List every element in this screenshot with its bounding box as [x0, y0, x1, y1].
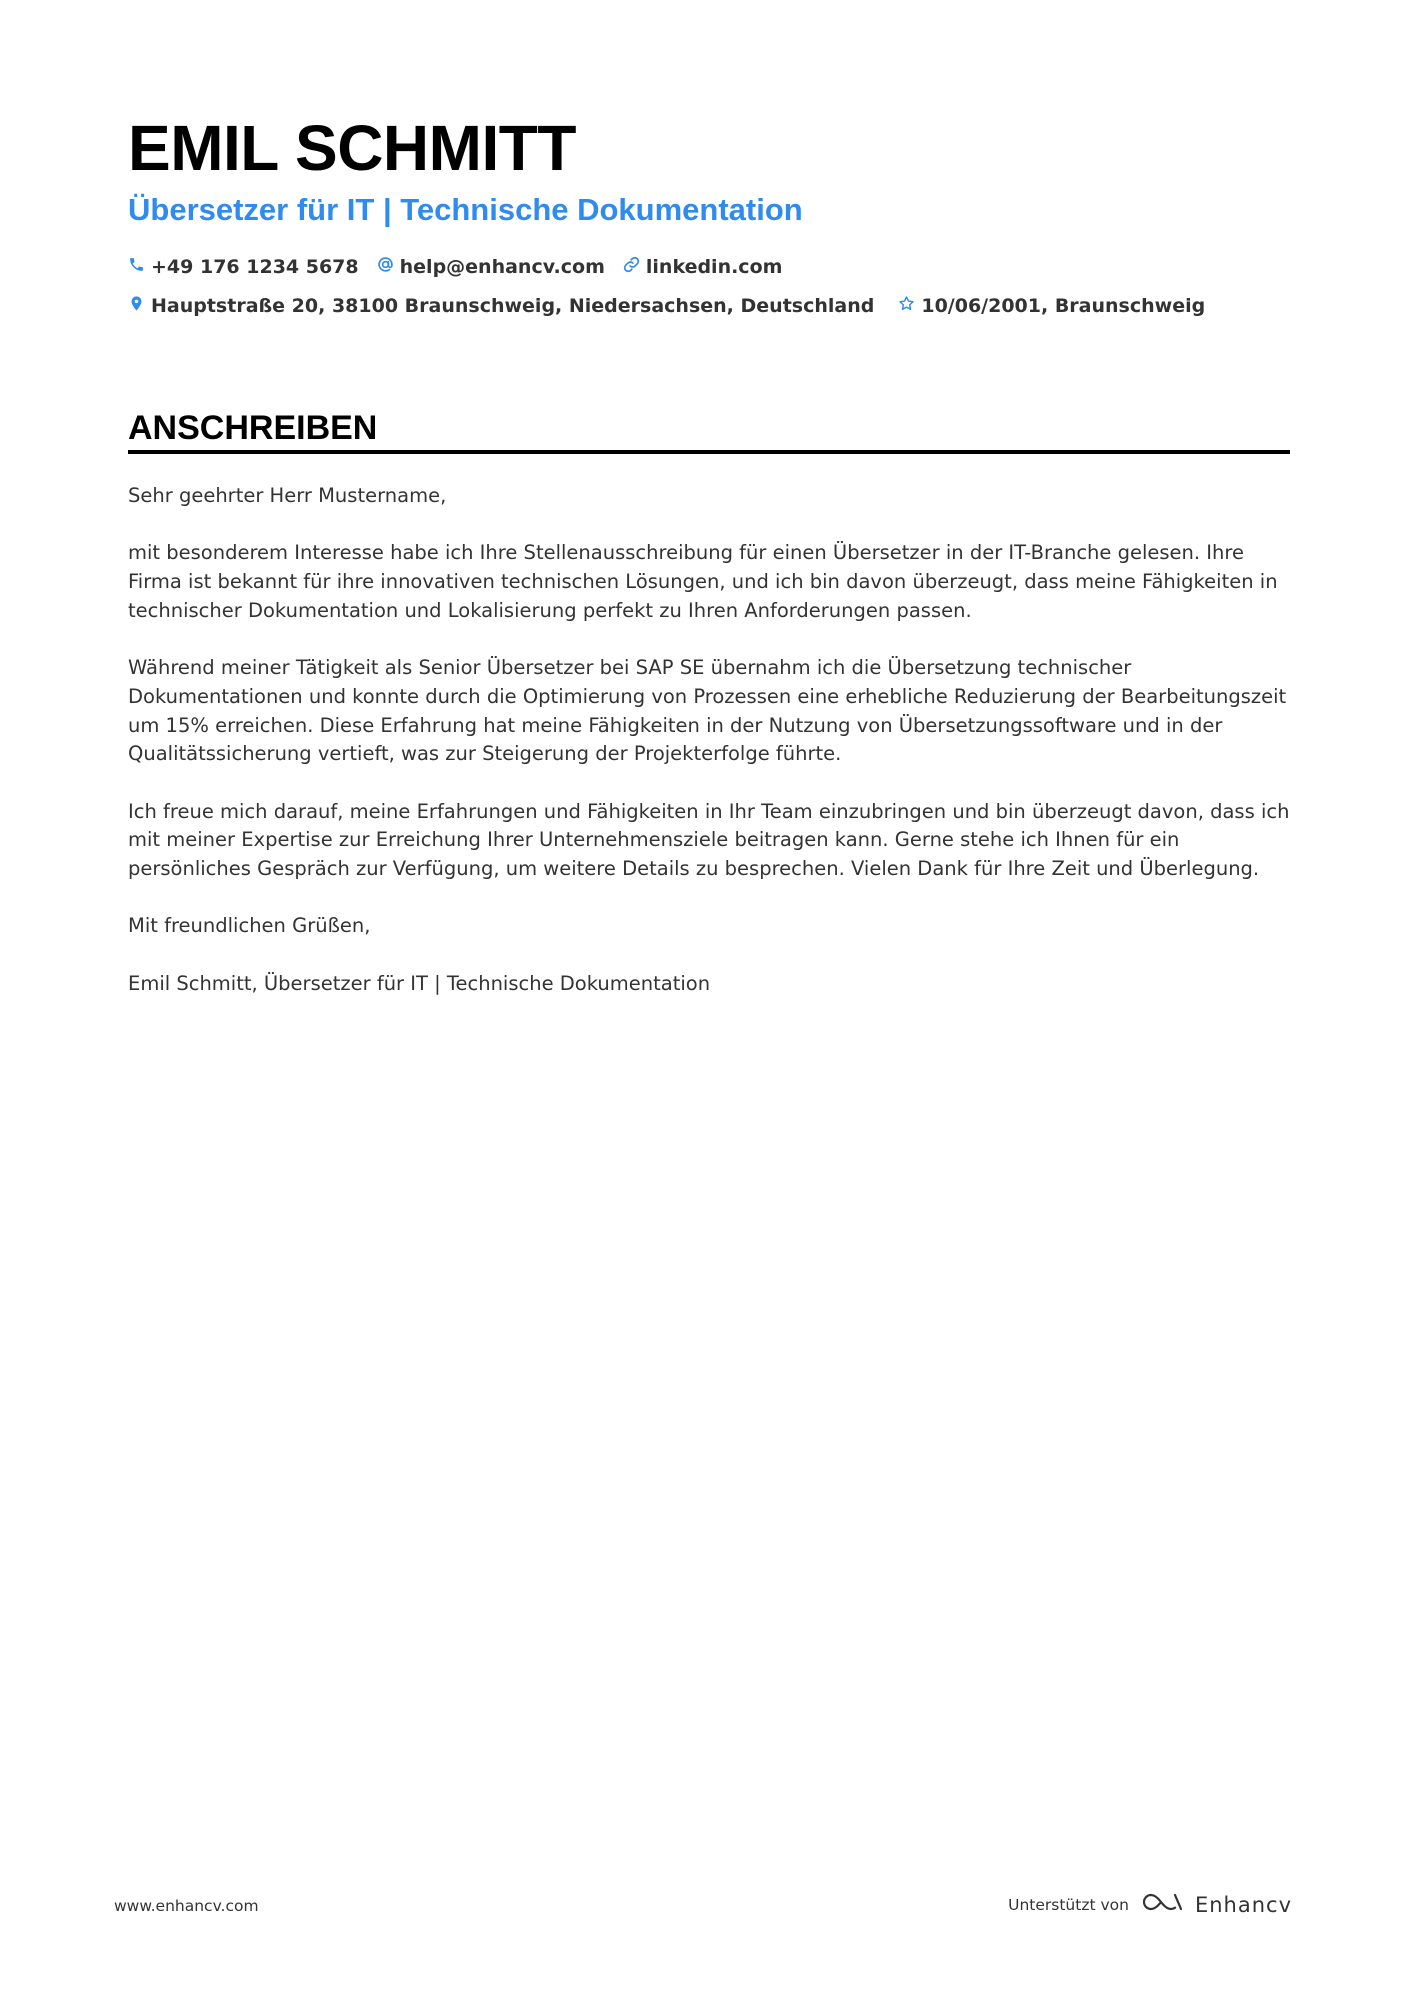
contact-row-primary	[128, 254, 782, 280]
candidate-name: EMIL SCHMITT	[128, 112, 576, 184]
section-title: ANSCHREIBEN	[128, 409, 378, 447]
contact-address	[128, 293, 874, 319]
phone-icon	[128, 254, 145, 280]
letter-paragraph: mit besonderem Interesse habe ich Ihre Stellenausschreibung für einen Übersetzer in der IT-Branche gelesen. Ihre Firma ist bekannt für ihre innovativen technischen Lösungen, und ich bin davon überzeugt, dass meine Fähigkeiten in technischer Dokumentation und Lokalisierung perfekt zu Ihren Anforderungen passen.	[128, 541, 1278, 622]
birth-info: 10/06/2001, Braunschweig	[921, 295, 1206, 317]
phone-number: +49 176 1234 5678	[151, 256, 359, 278]
letter-salutation: Sehr geehrter Herr Mustername,	[128, 484, 447, 507]
candidate-title: Übersetzer für IT | Technische Dokumentation	[128, 192, 803, 227]
letter-closing: Mit freundlichen Grüßen,	[128, 914, 371, 938]
star-icon	[898, 293, 915, 319]
section-divider	[128, 450, 1290, 454]
address-text: Hauptstraße 20, 38100 Braunschweig, Niedersachsen, Deutschland	[151, 295, 875, 317]
letter-paragraph: Ich freue mich darauf, meine Erfahrungen und Fähigkeiten in Ihr Team einzubringen und bin überzeugt davon, dass ich mit meiner Expertise zur Erreichung Ihrer Unternehmensziele beitragen kann. Gerne stehe ich Ihnen für ein persönliches Gespräch zur Verfügung, um weitere Details zu besprechen. Vielen Dank für Ihre Zeit und Überlegung.	[128, 799, 1290, 881]
footer-powered-by[interactable]	[1008, 1890, 1292, 1919]
enhancv-logo-icon	[1141, 1890, 1185, 1919]
at-sign-icon	[377, 254, 394, 280]
brand-logo	[1141, 1890, 1292, 1919]
email-address: help@enhancv.com	[399, 256, 605, 278]
location-pin-icon	[128, 293, 145, 319]
contact-linkedin	[623, 254, 783, 280]
brand-name: Enhancv	[1194, 1892, 1292, 1917]
powered-by-label: Unterstützt von	[1008, 1895, 1129, 1914]
linkedin-url: linkedin.com	[645, 256, 783, 278]
contact-email	[377, 254, 605, 280]
letter-signature: Emil Schmitt, Übersetzer für IT | Technische Dokumentation	[128, 971, 711, 995]
letter-body	[128, 482, 1290, 1027]
contact-birth	[898, 293, 1205, 319]
contact-row-secondary	[128, 293, 1205, 319]
contact-phone	[128, 254, 359, 280]
letter-paragraph: Während meiner Tätigkeit als Senior Übersetzer bei SAP SE übernahm ich die Übersetzung technischer Dokumentationen und konnte durch die Optimierung von Prozessen eine erhebliche Reduzierung der Bearbeitungszeit um 15% erreichen. Diese Erfahrung hat meine Fähigkeiten in der Nutzung von Übersetzungssoftware und in der Qualitätssicherung vertieft, was zur Steigerung der Projekterfolge führte.	[128, 656, 1287, 766]
link-icon	[623, 254, 640, 280]
footer-website[interactable]: www.enhancv.com	[114, 1897, 259, 1915]
